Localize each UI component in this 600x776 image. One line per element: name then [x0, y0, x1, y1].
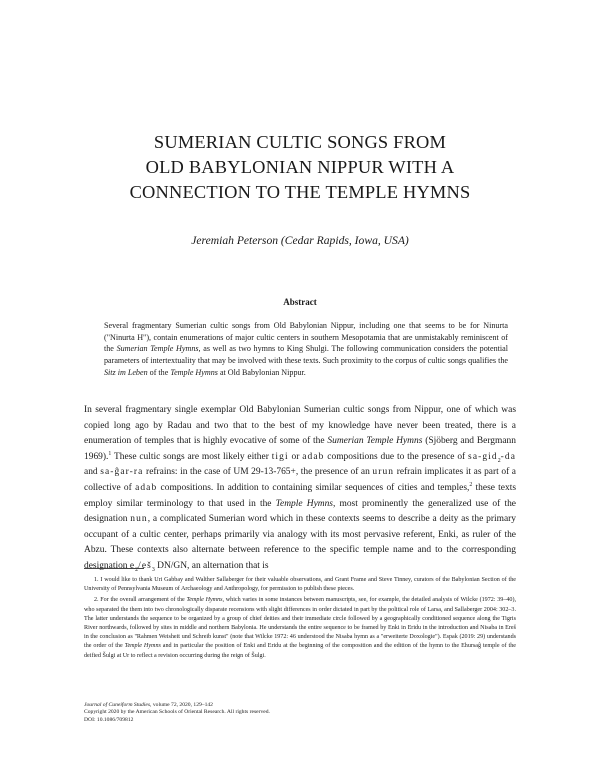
abstract-text-4: at Old Babylonian Nippur. [217, 367, 306, 377]
title-line-1: SUMERIAN CULTIC SONGS FROM [153, 132, 447, 152]
sumerian-term-e: e [129, 560, 136, 571]
abstract-text-1: Several fragmentary Sumerian cultic songs from Old Babylonian Nippur, including one that seems to be for Ninurta ("Ninurta H"), contain enumerations of major cultic centers in southern Mesopotamia that are unmistakably reminiscent of the [104, 321, 508, 354]
body-text-12: , a complicated Sumerian word which in these contexts seems to describe a deity as the primary occupant of a cultic center, perhaps primarily via analogy with its most pervasive referent, Enki, as ruler of the Abzu. These contexts also alternate between reference to the specific temple name and to the corresponding designation [84, 514, 516, 571]
sumerian-term-urun: urun [372, 467, 395, 478]
footnote-ref-2[interactable]: 2 [469, 481, 473, 488]
footnote-2-text-2: , which varies in some instances between manuscripts, see, for example, the detailed analysis of Wilcke (1972: 39–40), who separated the them into two chronologically disparate recensions with slight differences in order dictated in part by the political role of Larsa, and Sallaberger 2004: 302–3. The latter understands the sequence to be organized by a group of chief deities and their immediate circle followed by a geographically conditioned sequence along the Tigris River northwards, followed by sites in middle and northern Babylonia. He understands the entire sequence to be framed by Enki in Eridu in the introduction and Nisaba in Ereš in the conclusion as "Rahmen Weisheit und Schreib kunst" (note that Wilcke 1972: 46 understood the Nisaba hymn as a "erweiterte Doxologie"). Espak (2019: 29) understands the order of the [84, 597, 516, 650]
footnote-2-italic-2: Temple Hymns [124, 643, 161, 650]
body-text-10: these texts employ similar terminology to that used in the [84, 482, 517, 509]
footnote-divider [84, 568, 144, 569]
sumerian-term-da: -da [500, 451, 516, 462]
sumerian-term-sagid: sa-gid [468, 451, 498, 462]
footnote-2-italic-1: Temple Hymns [186, 597, 223, 604]
abstract-text [104, 320, 508, 379]
body-italic-1: Sumerian Temple Hymns [327, 436, 423, 447]
footnote-1: 1. I would like to thank Uri Gabbay and Walther Sallaberger for their valuable observations, and Grant Frame and Steve Tinney, curators of the Babylonian Section of the University of Pennsylvania Museum of Archaeology and Anthropology, for permission to publish these pieces. [84, 577, 516, 593]
sumerian-term-nun: nun [130, 514, 148, 525]
abstract-italic-3: Temple Hymns [170, 367, 218, 377]
body-text-11: , most prominently the generalized use of the designation [84, 498, 516, 525]
footnote-ref-1[interactable]: 1 [108, 450, 112, 457]
journal-details: , volume 72, 2020, 129–142 [150, 702, 213, 708]
footnote-2-text-3: and in particular the position of Enki and Eridu at the beginning of the composition and the edition of the hymn to the Ehursaĝ temple of the deified Šulgi at Ur to reflect a revision occurring during the reign of Šulgi. [84, 643, 516, 659]
copyright-line: Copyright 2020 by the American Schools of Oriental Research. All rights reserved. [84, 709, 270, 716]
body-text-8: refrain implicates it as part of a collective of [84, 467, 516, 493]
body-text-9: compositions. In addition to containing similar sequences of cities and temples, [157, 482, 470, 493]
article-title [60, 130, 540, 205]
subscript-es3: 3 [151, 566, 155, 573]
journal-name: Journal of Cuneiform Studies [84, 702, 151, 708]
body-paragraph [84, 403, 516, 575]
abstract-text-2: , as well as two hymns to King Shulgi. The following communication considers the potential parameters of intertextuality that may be involved with these texts. Such proximity to the corpus of cultic songs qualifies the [104, 344, 508, 366]
title-line-3: CONNECTION TO THE TEMPLE HYMNS [129, 182, 471, 202]
sumerian-term-adab-2: adab [135, 482, 158, 493]
body-text-1: In several fragmentary single exemplar Old Babylonian Sumerian cultic songs from Nippur, one of which was copied long ago by Radau and two that to the best of my knowledge have never been treated, there is a enumeration of temples that is highly evocative of some of the [84, 405, 516, 447]
author-line: Jeremiah Peterson (Cedar Rapids, Iowa, USA) [191, 234, 409, 247]
body-italic-2: Temple Hymns [275, 498, 333, 509]
abstract-italic-1: Sumerian Temple Hymns [116, 344, 199, 354]
doi-line: DOI: 10.1086/709812 [84, 716, 134, 723]
body-text-4: or [288, 451, 303, 462]
abstract-italic-2: Sitz im Leben [104, 367, 148, 377]
footnote-2 [84, 596, 516, 660]
abstract-heading: Abstract [283, 297, 317, 307]
sumerian-term-tigi: tigi [271, 451, 289, 462]
body-text-5: compositions due to the presence of [324, 451, 469, 462]
footnote-2-text-1: 2. For the overall arrangement of the [94, 597, 187, 604]
abstract-text-3: of the [147, 367, 171, 377]
publication-info [84, 702, 516, 724]
subscript-e2: 2 [135, 566, 139, 573]
body-text-3: These cultic songs are most likely either [111, 451, 272, 462]
sumerian-term-es: /eš [138, 560, 152, 571]
body-text-6: and [84, 467, 101, 478]
sumerian-term-sagarra: sa-ĝar-ra [100, 467, 144, 478]
sumerian-term-adab: adab [302, 451, 325, 462]
footnotes [84, 576, 516, 663]
subscript-2: 2 [497, 457, 501, 464]
body-text-13: DN/GN, an alternation that is [154, 560, 269, 571]
body-text-7: refrains: in the case of UM 29-13-765+, the presence of an [143, 467, 373, 478]
title-line-2: OLD BABYLONIAN NIPPUR WITH A [145, 157, 455, 177]
body-text-2: (Sjöberg and Bergmann 1969). [84, 436, 516, 462]
